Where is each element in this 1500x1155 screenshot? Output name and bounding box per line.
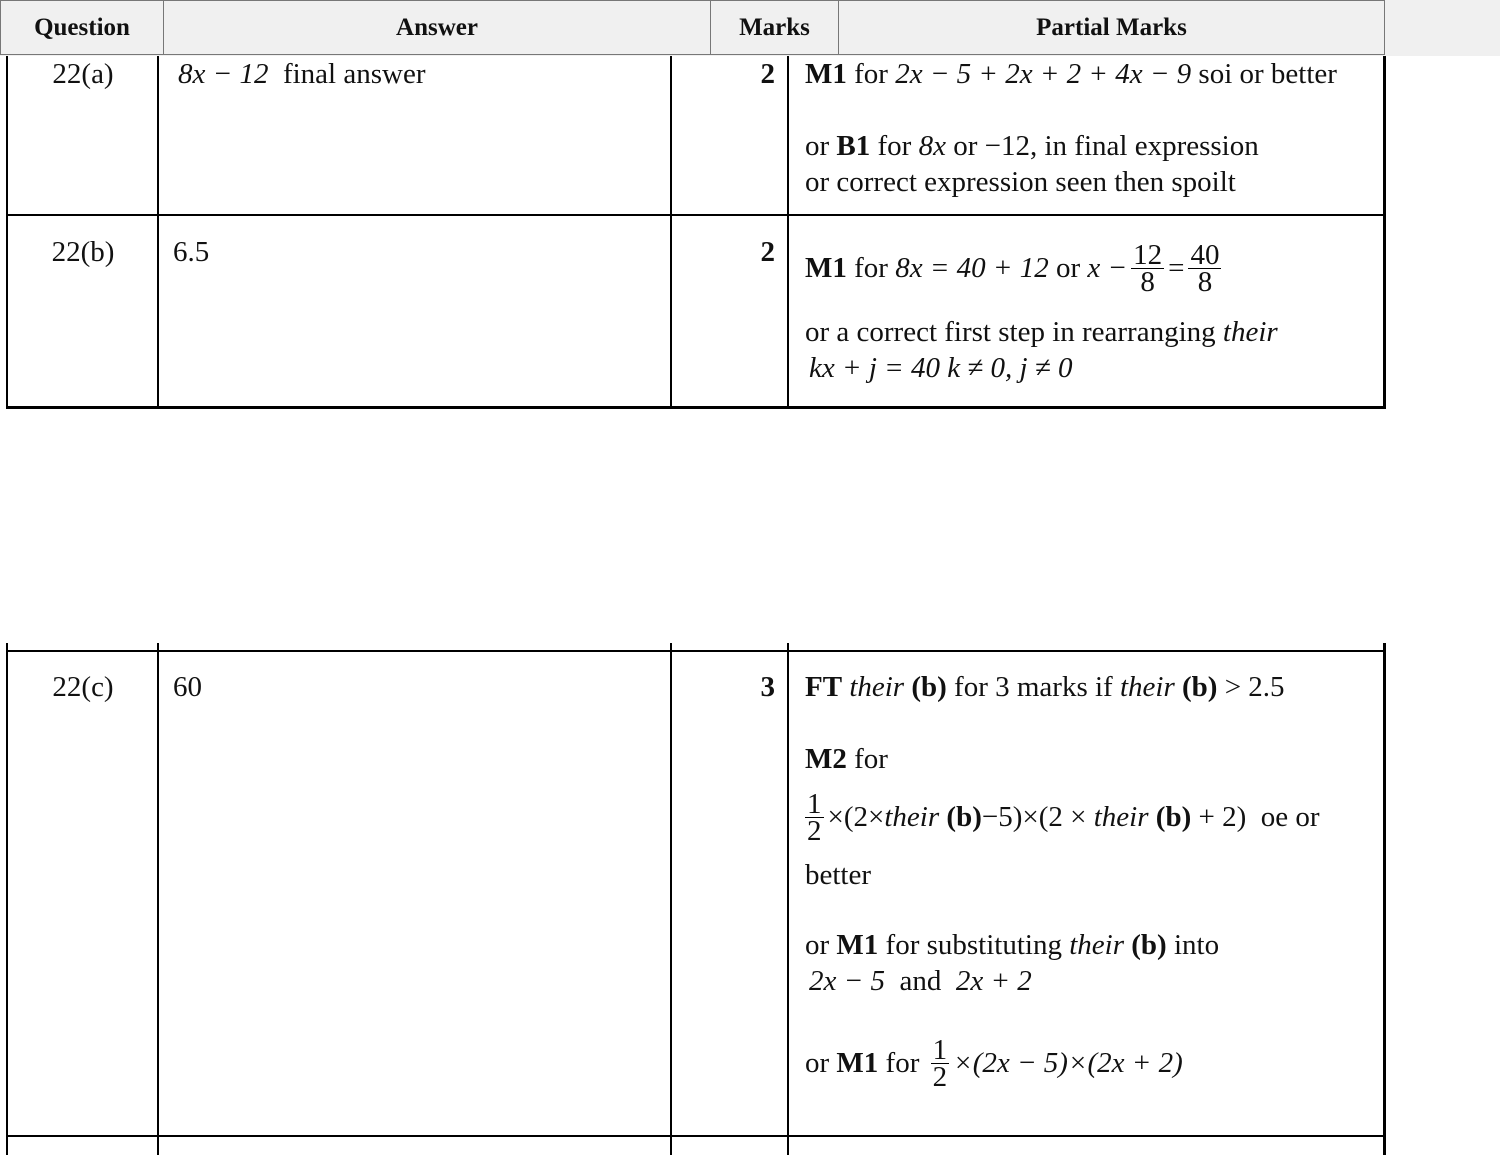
partial-expression: 2x − 5 + 2x + 2 + 4x − 9 (895, 58, 1192, 90)
header-answer: Answer (163, 0, 711, 55)
fraction-denominator: 2 (807, 814, 822, 847)
column-divider (787, 56, 789, 409)
table-header (0, 0, 1500, 56)
partial-text: for substituting (885, 929, 1062, 961)
partial-text: their (849, 671, 905, 703)
mark-code: M1 (805, 252, 847, 284)
partial-text: or a correct first step in rearranging (805, 316, 1216, 348)
mark-code: B1 (836, 130, 871, 162)
fraction (805, 787, 824, 847)
column-divider (670, 56, 672, 409)
table-bottom-border (6, 406, 1386, 409)
partial-text: oe or (1260, 801, 1320, 833)
row-divider (6, 1135, 1386, 1137)
marks-value: 2 (760, 236, 775, 268)
row-divider (6, 214, 1386, 216)
header-marks: Marks (710, 0, 839, 55)
marks-value: 2 (760, 58, 775, 90)
header-partial-marks: Partial Marks (838, 0, 1385, 55)
partial-expression: kx + j = 40 k ≠ 0, j ≠ 0 (809, 352, 1073, 384)
fraction-numerator: 1 (807, 787, 822, 820)
partial-text: for (854, 58, 888, 90)
column-divider (157, 643, 159, 1155)
partial-text: better (805, 859, 872, 891)
partial-text: or (1055, 252, 1081, 284)
marks-table-bottom (6, 643, 1386, 1155)
question-number: 22(a) (52, 58, 114, 90)
partial-text: (b) (946, 801, 982, 833)
partial-text: or (805, 1047, 830, 1079)
partial-text: for (885, 1047, 920, 1079)
fraction-denominator: 8 (1140, 265, 1155, 298)
question-number: 22(b) (51, 236, 115, 268)
partial-expression: + 2) (1198, 801, 1247, 833)
partial-text: soi or better (1198, 58, 1337, 90)
fraction (1131, 238, 1164, 298)
partial-marks-cell (805, 230, 1385, 400)
column-divider (670, 643, 672, 1155)
fraction (931, 1033, 950, 1093)
partial-text: for (854, 743, 888, 775)
partial-text: for 3 marks if (954, 671, 1113, 703)
answer-cell (178, 56, 425, 92)
mark-code: M1 (836, 929, 879, 961)
fraction-numerator: 1 (932, 1033, 948, 1066)
partial-expression: ×(2× (827, 801, 885, 833)
partial-text: > 2.5 (1224, 671, 1285, 703)
fraction-numerator: 40 (1190, 238, 1220, 271)
column-divider (157, 56, 159, 409)
partial-text: or correct expression seen then spoilt (805, 166, 1236, 198)
answer-cell: 6.5 (173, 236, 210, 268)
partial-text: their (1222, 316, 1278, 348)
fraction-denominator: 8 (1197, 265, 1213, 298)
row-divider (6, 650, 1386, 652)
partial-expression: 8x = 40 + 12 (895, 252, 1049, 284)
partial-text: and (899, 965, 942, 997)
partial-expression: x − (1087, 252, 1128, 284)
partial-text: or (953, 130, 978, 162)
partial-text: their (1093, 801, 1149, 833)
partial-text: (b) (1155, 801, 1192, 833)
partial-text: into (1173, 929, 1220, 961)
partial-text: their (1119, 671, 1175, 703)
fraction-denominator: 2 (932, 1060, 948, 1093)
mark-code: M1 (805, 58, 847, 90)
partial-text: their (884, 801, 940, 833)
marks-table-top (6, 56, 1386, 409)
partial-text: (b) (1181, 671, 1218, 703)
partial-text: , in final expression (1030, 130, 1259, 162)
partial-expression: 2x − 5 (809, 965, 885, 997)
partial-expression: 2x + 2 (955, 965, 1032, 997)
partial-expression: −5)×(2 × (981, 801, 1087, 833)
answer-cell: 60 (173, 671, 202, 703)
answer-math: 8x − 12 (178, 58, 269, 90)
header-question: Question (0, 0, 164, 55)
partial-expression: −12 (984, 130, 1030, 162)
partial-text: their (1069, 929, 1124, 961)
marks-value: 3 (760, 671, 775, 703)
mark-code: M1 (836, 1047, 879, 1079)
partial-expression: ×(2x − 5)×(2x + 2) (953, 1047, 1183, 1079)
partial-text: (b) (1131, 929, 1167, 961)
partial-marks-cell (805, 669, 1385, 1129)
partial-marks-cell (805, 56, 1385, 214)
question-number: 22(c) (52, 671, 114, 703)
mark-code: FT (805, 671, 843, 703)
partial-text: for (854, 252, 888, 284)
partial-expression: = (1168, 252, 1185, 284)
partial-text: (b) (911, 671, 947, 703)
column-divider (787, 643, 789, 1155)
answer-note: final answer (282, 58, 426, 90)
partial-text: or (805, 130, 830, 162)
partial-expression: 8x (918, 130, 946, 162)
partial-text: for (877, 130, 912, 162)
fraction (1188, 238, 1221, 298)
mark-code: M2 (805, 743, 847, 775)
partial-text: or (805, 929, 830, 961)
fraction-numerator: 12 (1133, 238, 1163, 271)
